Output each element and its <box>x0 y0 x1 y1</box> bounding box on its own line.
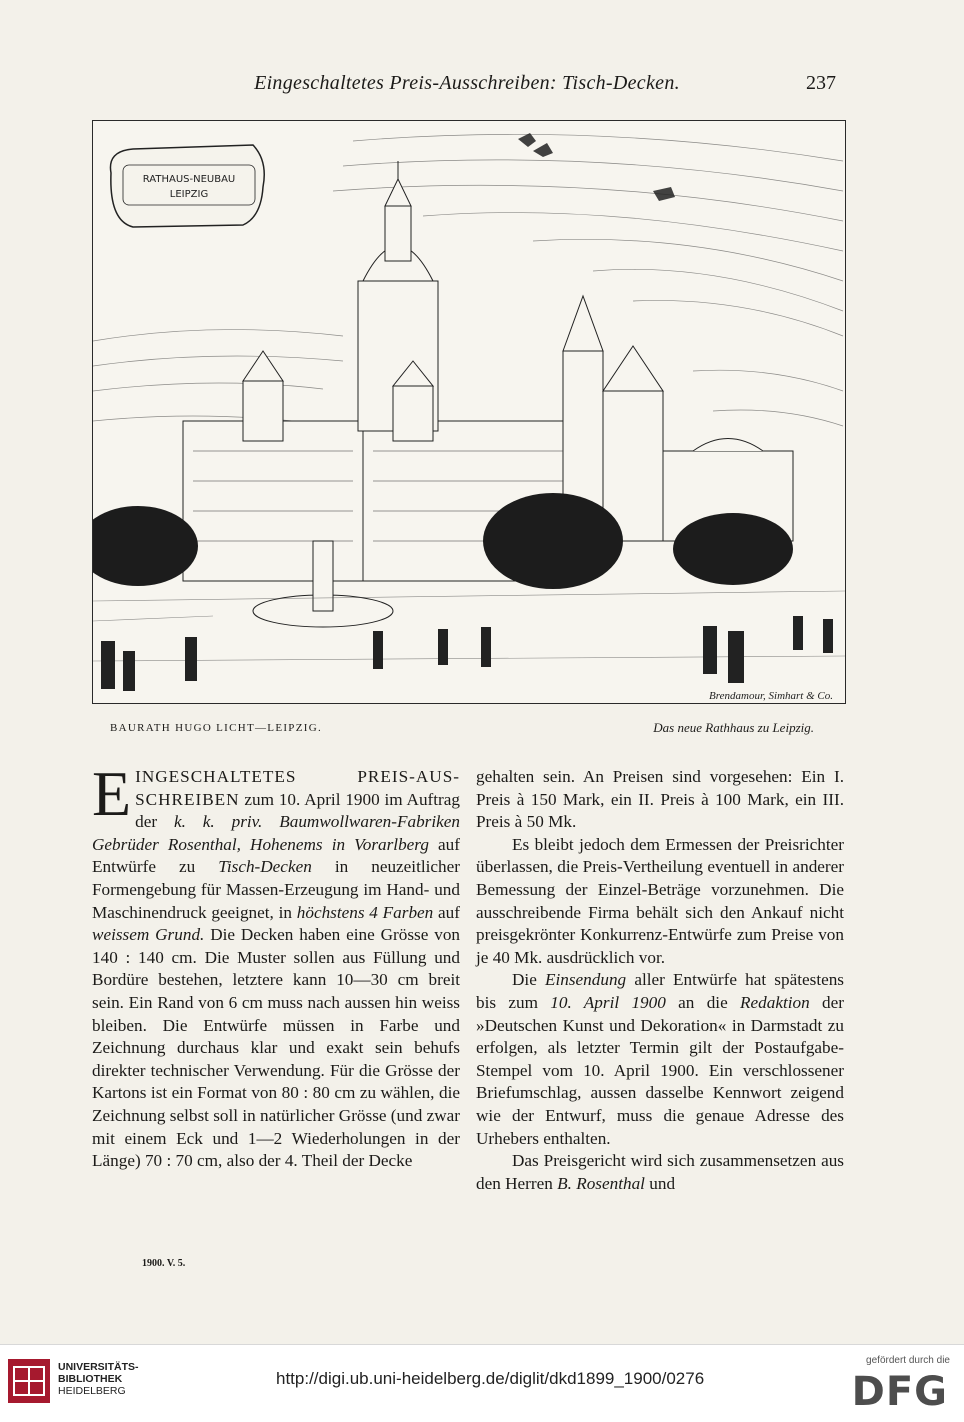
colors-emphasis: höchstens 4 Farben <box>296 902 434 922</box>
editorial-emphasis: Redaktion <box>740 992 810 1012</box>
text-run: Das Preisgericht wird sich zusammensetzen aus den Herren <box>476 1151 844 1193</box>
deadline-emphasis: 10. April 1900 <box>550 992 666 1012</box>
text-run: zum 10. April 1900 im Auftrag der <box>135 789 460 832</box>
text-run: Die Decken haben eine Grösse von 140 : 140 cm. Die Muster sollen aus Füllung und Bordüre bestehen, letztere kann 10—30 cm breit sein. Ein Rand von 6 cm muss nach aussen hin weiss bleiben. Die Entwürfe müssen in Farbe und Zeichnung durchaus klar und exakt sein behufs direkter technischer Verwendung. Für die Grösse der Kartons ist ein Format von 80 : 80 cm zu wählen, die Zeichnung selbst soll in natürlicher Grösse (und zwar mit einem Eck und 1—2 Wiederholungen in der Länge) 70 : 70 cm, also der 4. Theil der Decke <box>92 925 461 1171</box>
library-name-line2: BIBLIOTHEK <box>58 1373 123 1385</box>
pedestrians <box>101 616 833 691</box>
digitization-footer <box>0 1344 964 1422</box>
prizes-paragraph: gehalten sein. An Preisen sind vorgesehen: Ein I. Preis à 150 Mark, ein II. Preis à 100 Mark, ein III. Preis à 50 Mk. <box>476 767 844 832</box>
funding-label: gefördert durch die <box>866 1355 950 1366</box>
text-run: und <box>644 1173 676 1193</box>
article-opening-paragraph <box>92 758 461 1173</box>
text-run: aller Entwürfe hat spätestens bis zum <box>476 970 844 1012</box>
submission-emphasis: Einsendung <box>545 970 627 990</box>
town-hall-drawing <box>93 121 845 703</box>
library-name-line1: UNIVERSITÄTS- <box>58 1361 139 1373</box>
caption-title: Das neue Rathhaus zu Leipzig. <box>653 720 814 735</box>
jury-paragraph <box>476 1150 844 1195</box>
cartouche-line1: RATHAUS-NEUBAU <box>142 174 236 185</box>
page-number: 237 <box>806 72 836 94</box>
cartouche <box>110 145 264 227</box>
text-run: Die <box>512 970 545 990</box>
ground-emphasis: weissem Grund. <box>92 925 205 945</box>
signature-mark: 1900. V. 5. <box>142 1258 186 1269</box>
text-run: an die <box>665 992 741 1012</box>
juror-name: B. Rosenthal <box>557 1173 645 1193</box>
cartouche-line2: LEIPZIG <box>169 189 209 200</box>
text-run: in neuzeitlicher Formengebung für Massen-Erzeugung im Hand- und Maschinendruck geeignet, in <box>92 857 460 922</box>
text-run: auf Entwürfe zu <box>92 834 460 877</box>
permalink-url[interactable]: http://digi.ub.uni-heidelberg.de/diglit/dkd1899_1900/0276 <box>276 1369 705 1388</box>
text-run: auf <box>433 902 460 922</box>
town-hall-building <box>183 161 793 581</box>
right-column <box>476 766 844 1195</box>
caption-architect: BAURATH HUGO LICHT—LEIPZIG. <box>110 722 323 734</box>
drop-cap: E <box>92 758 132 829</box>
article-lead: INGESCHALTETES PREIS-AUS-SCHREIBEN <box>135 767 460 809</box>
engraver-signature: Brendamour, Simhart & Co. <box>709 690 833 702</box>
library-name <box>58 1361 139 1397</box>
library-name-line3: HEIDELBERG <box>58 1385 126 1397</box>
submission-paragraph <box>476 969 844 1150</box>
running-head <box>92 72 842 102</box>
jury-discretion-paragraph: Es bleibt jedoch dem Ermessen der Preisrichter überlassen, die Preis-Vertheilung eventuell in anderer Bemessung der Einzel-Beträge vorzunehmen. Die ausschreibende Firma behält sich den Ankauf nicht preisgekrönter Konkurrenz-Entwürfe zum Preise von je 40 Mk. ausdrücklich vor. <box>476 834 844 967</box>
text-run: der »Deutschen Kunst und Dekoration« in Darmstadt zu erfolgen, als letzter Termin gilt der Postaufgabe-Stempel vom 10. April 1900. Ein verschlossener Briefumschlag, aussen dasselbe Kennwort zeigend wie der Entwurf, muss die genaue Adresse des Urhebers enthalten. <box>476 992 844 1148</box>
company-name: k. k. priv. Baumwollwaren-Fabriken Gebrüder Rosenthal, Hohenems in Vorarlberg <box>92 812 460 854</box>
university-library-logo-icon <box>8 1359 50 1403</box>
town-hall-illustration <box>92 120 846 704</box>
running-title: Eingeschaltetes Preis-Ausschreiben: Tisch-Decken. <box>254 72 680 94</box>
left-column <box>92 758 461 1173</box>
dfg-logo: DFG <box>851 1369 948 1415</box>
subject-emphasis: Tisch-Decken <box>218 857 312 877</box>
